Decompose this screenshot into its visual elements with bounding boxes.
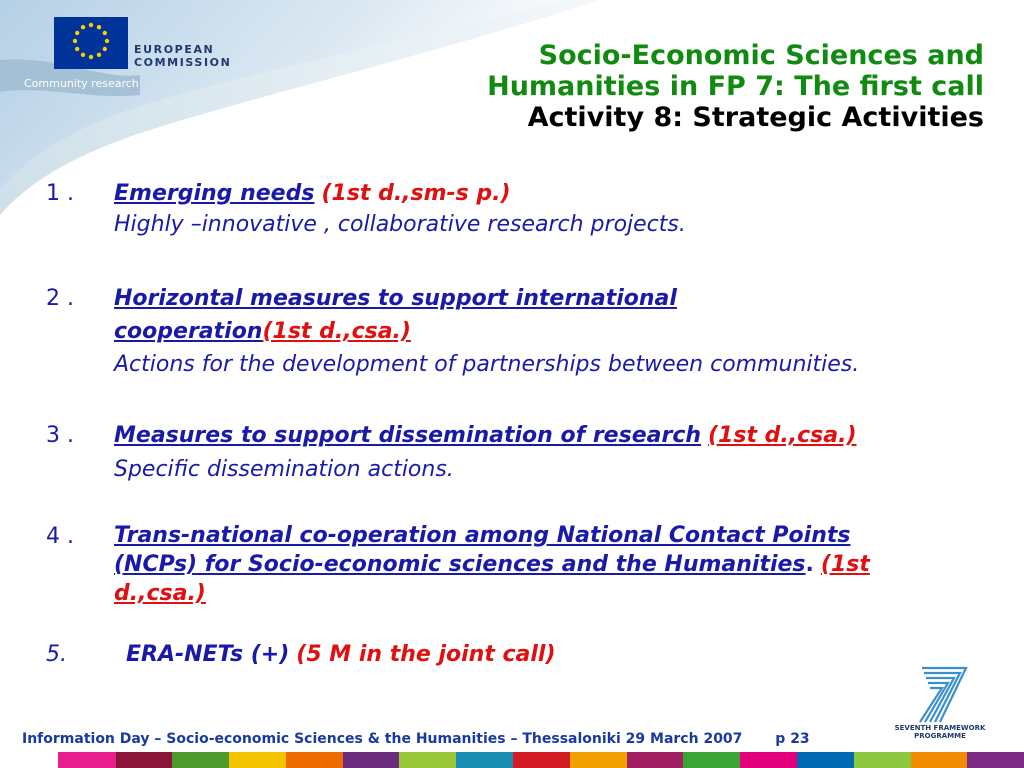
title-line-3: Activity 8: Strategic Activities (527, 102, 984, 133)
list-item (46, 419, 996, 521)
fp7-logo (888, 664, 992, 744)
list-item (46, 282, 996, 419)
item-tag: (1st d.,sm-s p.) (321, 181, 511, 206)
fp7-caption (888, 724, 992, 740)
item-number: 3 . (46, 423, 74, 448)
item-description: Highly –innovative , collaborative research projects. (114, 212, 686, 237)
logo-subtitle: Community research (24, 77, 139, 90)
footer (22, 731, 810, 747)
title-line-2: Humanities in FP 7: The first call (487, 71, 984, 102)
footer-text: Information Day – Socio-economic Sciences & the Humanities – Thessaloniki 29 March 2007 (22, 731, 743, 747)
fp7-caption-line-1: SEVENTH FRAMEWORK (894, 724, 986, 732)
page-number: p 23 (775, 731, 810, 747)
activity-list (46, 178, 996, 670)
item-tag: (1st d.,csa.) (708, 423, 857, 448)
color-stripe-bar (0, 752, 1024, 768)
item-number: 5. (46, 642, 67, 667)
org-name (134, 43, 231, 69)
item-tag: (1st d.,csa.) (262, 319, 411, 344)
title-line-1: Socio-Economic Sciences and (538, 40, 984, 71)
item-description: Actions for the development of partnerships between communities. (114, 352, 860, 377)
item-heading-line-2[interactable]: (NCPs) for Socio-economic sciences and the Humanities (114, 552, 806, 577)
org-line-1: EUROPEAN (134, 43, 215, 56)
item-heading: ERA-NETs (+) (126, 642, 290, 667)
eu-flag-icon (54, 17, 128, 69)
item-tag-part-2: d.,csa.) (114, 581, 206, 606)
fp7-seven-icon (888, 664, 992, 724)
fp7-caption-line-2: PROGRAMME (914, 732, 966, 740)
list-item (46, 521, 996, 639)
item-number: 2 . (46, 286, 74, 311)
item-number: 4 . (46, 524, 74, 549)
item-heading[interactable]: Measures to support dissemination of research (114, 423, 702, 448)
slide-title (487, 40, 984, 133)
item-heading-line-1[interactable]: Trans-national co-operation among National Contact Points (114, 523, 851, 548)
item-heading-line-1[interactable]: Horizontal measures to support international (114, 286, 677, 311)
item-number: 1 . (46, 181, 74, 206)
list-item (46, 178, 996, 282)
item-description: Specific dissemination actions. (114, 457, 454, 482)
item-heading[interactable]: Emerging needs (114, 181, 315, 206)
org-line-2: COMMISSION (134, 56, 232, 69)
item-tag: (5 M in the joint call) (296, 642, 556, 667)
list-item (46, 639, 996, 670)
item-period: . (805, 552, 814, 577)
item-tag-part-1: (1st (820, 552, 870, 577)
item-heading-line-2[interactable]: cooperation (114, 319, 263, 344)
